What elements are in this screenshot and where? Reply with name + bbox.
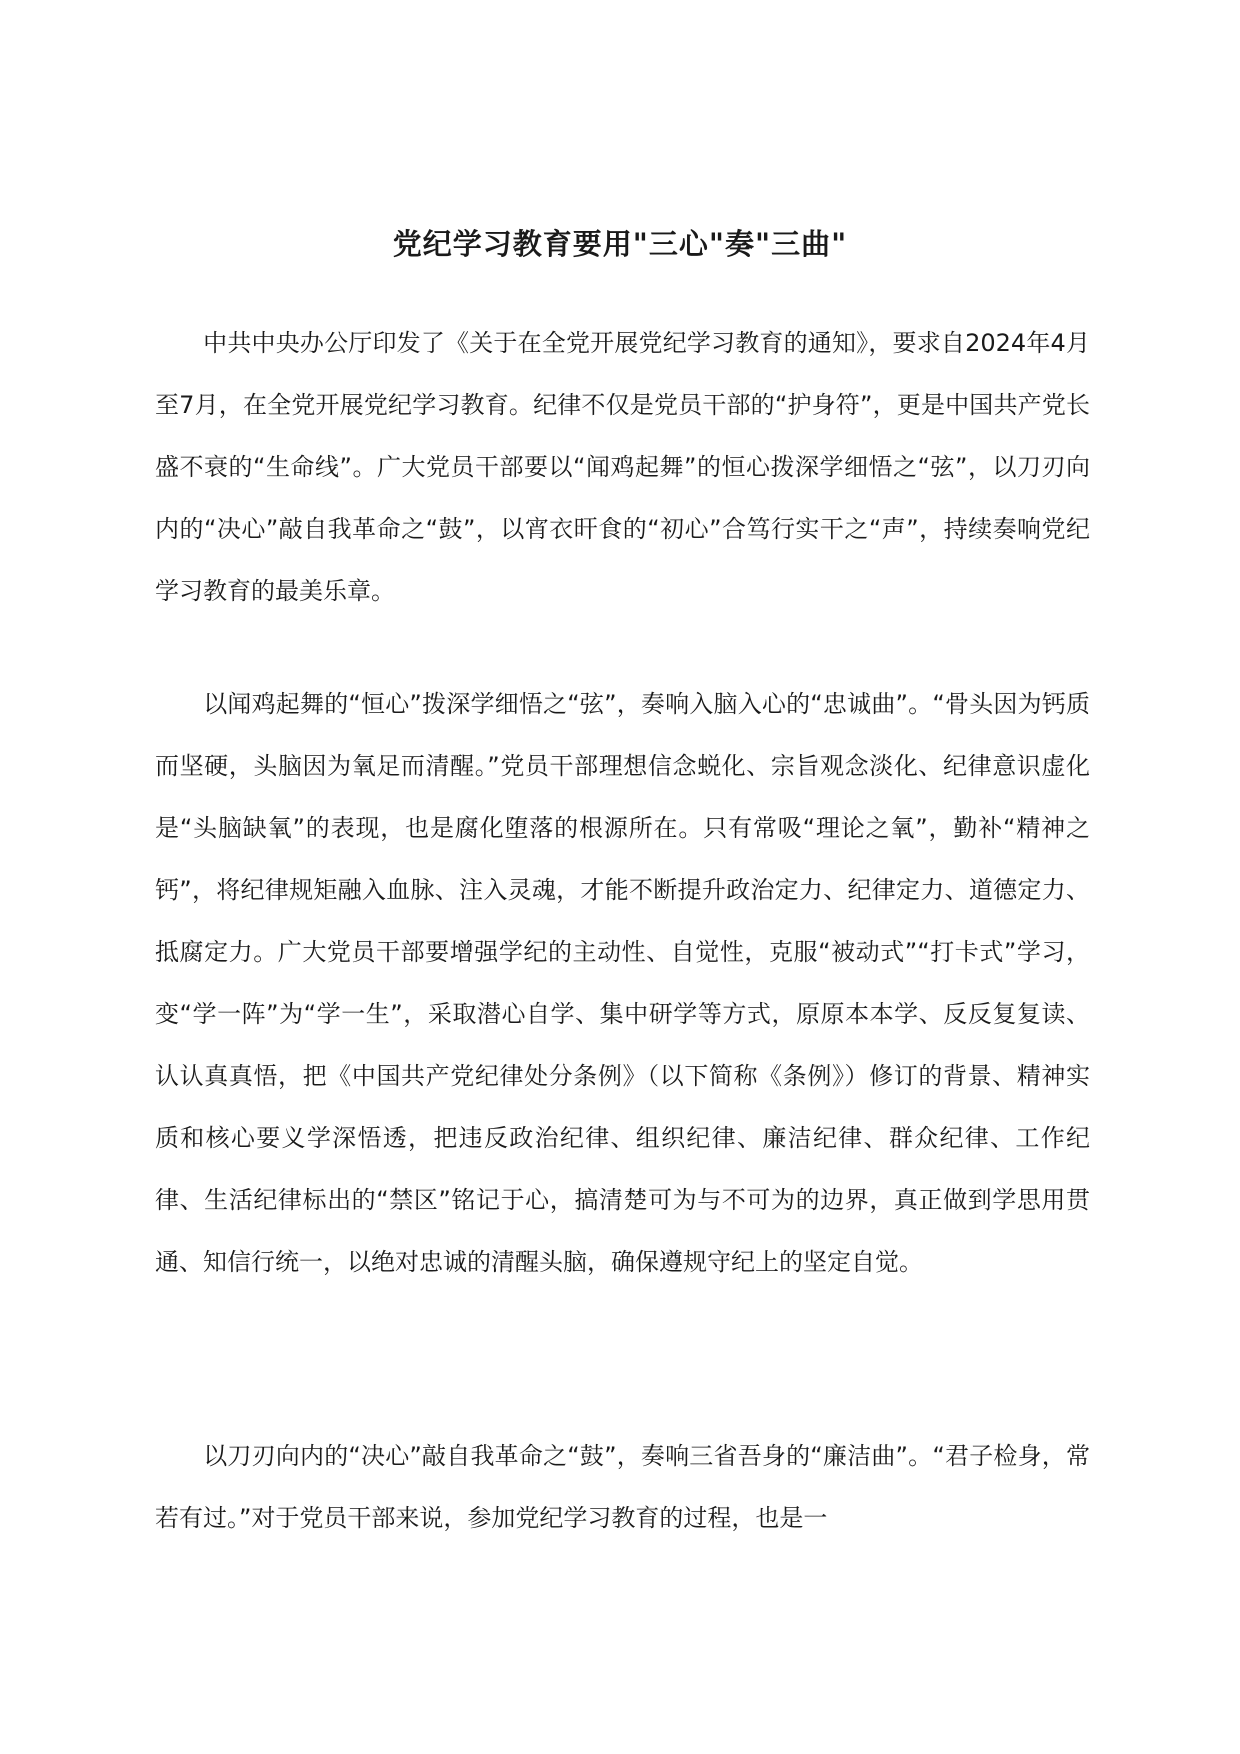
paragraph-text: 以闻鸡起舞的“恒心”拨深学细悟之“弦”，奏响入脑入心的“忠诚曲”。“骨头因为钙质而坚硬，头脑因为氧足而清醒。”党员干部理想信念蜕化、宗旨观念淡化、纪律意识虚化是“头脑缺氧”的表现，也是腐化堕落的根源所在。只有常吸“理论之氧”，勤补“精神之钙”，将纪律规矩融入血脉、注入灵魂，才能不断提升政治定力、纪律定力、道德定力、抵腐定力。广大党员干部要增强学纪的主动性、自觉性，克服“被动式”“打卡式”学习，变“学一阵”为“学一生”，采取潜心自学、集中研学等方式，原原本本学、反反复复读、认认真真悟，把《中国共产党纪律处分条例》（以下简称《条例》）修订的背景、精神实质和核心要义学深悟透，把违反政治纪律、组织纪律、廉洁纪律、群众纪律、工作纪律、生活纪律标出的“禁区”铭记于心，搞清楚可为与不可为的边界，真正做到学思用贯通、知信行统一，以绝对忠诚的清醒头脑，确保遵规守纪上的坚定自觉。 xyxy=(155,690,1090,1276)
paragraph-intro xyxy=(155,312,1090,622)
document-title: 党纪学习教育要用"三心"奏"三曲" xyxy=(392,227,848,261)
paragraph-text: 以刀刃向内的“决心”敲自我革命之“鼓”，奏响三省吾身的“廉洁曲”。“君子检身，常若有过。”对于党员干部来说，参加党纪学习教育的过程，也是一 xyxy=(155,1442,1090,1532)
paragraph-loyalty-song xyxy=(155,673,1090,1293)
paragraph-integrity-song xyxy=(155,1425,1090,1549)
paragraph-text: 中共中央办公厅印发了《关于在全党开展党纪学习教育的通知》，要求自2024年4月至7月，在全党开展党纪学习教育。纪律不仅是党员干部的“护身符”，更是中国共产党长盛不衰的“生命线”。广大党员干部要以“闻鸡起舞”的恒心拨深学细悟之“弦”，以刀刃向内的“决心”敲自我革命之“鼓”，以宵衣旰食的“初心”合笃行实干之“声”，持续奏响党纪学习教育的最美乐章。 xyxy=(155,329,1090,605)
